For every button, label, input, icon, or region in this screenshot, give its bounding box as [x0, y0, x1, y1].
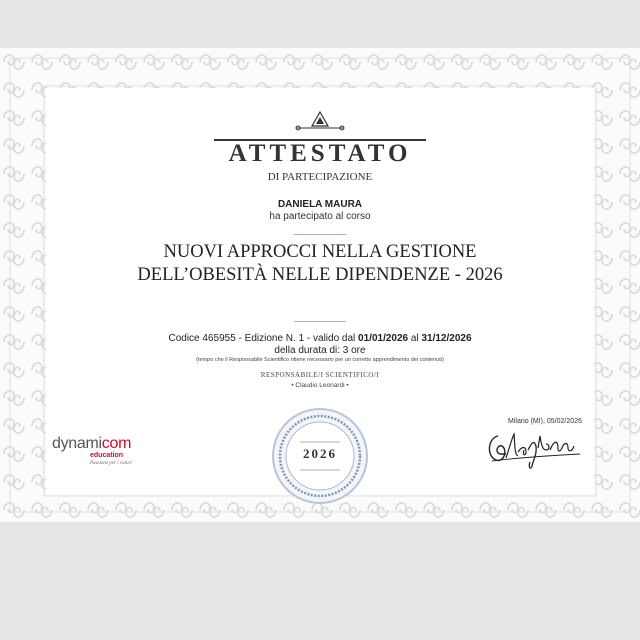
- divider-upper: [294, 234, 346, 235]
- brand-name-part1: dynami: [52, 435, 102, 452]
- course-title-line1: NUOVI APPROCCI NELLA GESTIONE: [163, 242, 477, 262]
- valid-from-date: 01/01/2026: [358, 333, 409, 344]
- valid-join: al: [408, 333, 422, 344]
- attended-text: ha partecipato al corso: [269, 211, 371, 222]
- seal-year: 2026: [303, 446, 337, 461]
- place-date: Milano (MI), 05/02/2026: [508, 418, 582, 425]
- signature: [484, 428, 588, 472]
- participant-name: DANIELA MAURA: [277, 199, 363, 210]
- duration-note: (tempo che il Responsabile Scientifico ritiene necessario per un corretto apprendimento dei contenuti): [196, 357, 444, 363]
- responsible-name: • Claudio Leonardi •: [291, 382, 349, 389]
- valid-to-date: 31/12/2026: [421, 333, 472, 344]
- course-title-line2: DELL’OBESITÀ NELLE DIPENDENZE - 2026: [137, 265, 503, 285]
- brand-logo: [52, 435, 162, 466]
- course-code: Codice 465955 - Edizione N. 1 - valido dal: [168, 333, 359, 344]
- brand-name-part2: com: [101, 435, 132, 452]
- course-code-line: [0, 333, 640, 344]
- brand-sub: education: [90, 452, 124, 459]
- brand-name: [52, 436, 162, 452]
- course-duration: della durata di: 3 ore: [274, 345, 366, 356]
- certificate-subtitle: DI PARTECIPAZIONE: [267, 171, 373, 183]
- triangle-emblem-icon: [294, 110, 346, 134]
- course-title: [0, 241, 640, 287]
- responsible-label: RESPONSABILE/I SCIENTIFICO/I: [260, 371, 380, 379]
- brand-tagline: Passione per i valori: [90, 461, 132, 466]
- certificate-title: ATTESTATO: [228, 140, 412, 167]
- divider-lower: [294, 321, 346, 322]
